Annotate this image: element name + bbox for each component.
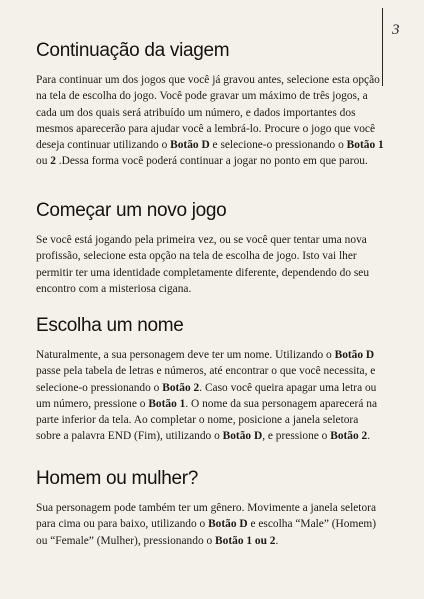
section-title: Continuação da viagem — [36, 40, 230, 61]
body-text: passe pela tabela de letras e números, até encontrar o que você necessita, e selecione-o pressionando o — [36, 365, 376, 394]
section-title: Homem ou mulher? — [36, 468, 199, 489]
body-text: Naturalmente, a sua personagem deve ter um nome. Utilizando o — [36, 349, 335, 361]
body-text: Para continuar um dos jogos que você já gravou antes, selecione esta opção na tela de escolha do jogo. Você pode gravar um máximo de três jogos, a cada um dos quais será atribuído um número, e dados importantes dos mesmos aparecerão para ajudar você a lembrá-lo. Procure o jogo que você deseja continuar utilizando o — [36, 74, 380, 152]
body-text: , e pressione o — [262, 430, 331, 443]
page-number: 3 — [392, 22, 400, 38]
body-text: ou — [36, 155, 51, 168]
button-reference: Botão D — [170, 139, 210, 152]
body-text: . — [367, 430, 371, 443]
body-text: e selecione-o pressionando o — [209, 139, 347, 152]
section-new-game — [36, 200, 384, 297]
body-text: . O nome da sua personagem aparecerá na parte inferior da tela. Ao completar o nome, posicione a janela seletora sobre a palavra END (Fim), utilizando o — [36, 397, 377, 443]
body-text: . Caso você queira apagar uma letra ou um número, pressione o — [36, 381, 377, 410]
button-reference: 2 — [50, 155, 56, 168]
body-text: Se você está jogando pela primeira vez, ou se você quer tentar uma nova profissão, selecione esta opção na tela de escolha de jogo. Isto vai lher permitir ter uma identidade completamente diferente, dependendo do seu encontro com a misteriosa cigana. — [36, 234, 370, 295]
section-title: Começar um novo jogo — [36, 200, 227, 221]
body-text: e escolha “Male” (Homem) ou “Female” (Mulher), pressionando o — [36, 518, 377, 547]
button-reference: Botão 1 — [346, 139, 384, 152]
section-choose-name — [36, 315, 384, 445]
section-title: Escolha um nome — [36, 315, 184, 336]
section-body — [36, 232, 384, 297]
section-continue-journey — [36, 40, 384, 170]
button-reference: Botão 1 ou 2 — [215, 534, 276, 547]
section-body — [36, 72, 384, 170]
button-reference: Botão D — [208, 518, 248, 531]
body-text: .Dessa forma você poderá continuar a jogar no ponto em que parou. — [55, 155, 368, 168]
button-reference: Botão 2 — [330, 430, 368, 443]
button-reference: Botão 2 — [162, 381, 200, 394]
section-body — [36, 347, 384, 445]
body-text: Sua personagem pode também ter um gênero. Movimente a janela seletora para cima ou para baixo, utilizando o — [36, 502, 377, 531]
button-reference: Botão D — [334, 349, 375, 361]
section-gender — [36, 468, 384, 549]
button-reference: Botão 1 — [148, 397, 186, 410]
body-text: . — [275, 534, 279, 547]
button-reference: Botão D — [222, 430, 263, 443]
section-body — [36, 500, 384, 549]
